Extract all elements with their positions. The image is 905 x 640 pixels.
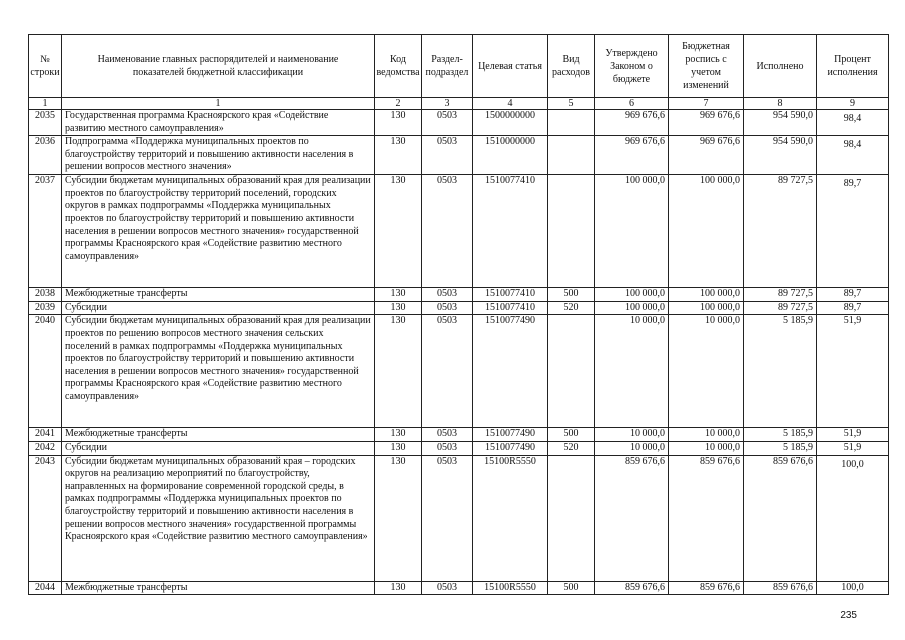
row-expense-type [548,175,595,288]
row-budget: 100 000,0 [669,288,744,302]
row-executed: 859 676,6 [744,455,817,581]
row-dept-code: 130 [375,581,422,595]
header-percent: Процент исполнения [817,35,889,98]
row-target: 1510077410 [473,301,548,315]
row-budget: 100 000,0 [669,175,744,288]
row-executed: 5 185,9 [744,441,817,455]
row-budget: 969 676,6 [669,136,744,175]
row-expense-type: 500 [548,581,595,595]
header-executed: Исполнено [744,35,817,98]
row-section: 0503 [422,455,473,581]
table-row [29,175,889,288]
row-dept-code: 130 [375,136,422,175]
row-dept-code: 130 [375,455,422,581]
row-name: Субсидии бюджетам муниципальных образований края – городских округов на реализацию мероприятий по благоустройству, направленных на формирование современной городской среды, в рамках подпрограммы «Поддержка муниципальных проектов по благоустройству территорий и повышению активности населения в решении вопросов местного значения» государственной программы Красноярского края «Содействие развитию местного самоуправления» [62,455,375,581]
table-row [29,110,889,136]
row-approved: 969 676,6 [595,136,669,175]
row-name: Межбюджетные трансферты [62,581,375,595]
row-dept-code: 130 [375,301,422,315]
row-dept-code: 130 [375,441,422,455]
row-expense-type: 500 [548,428,595,442]
row-number: 2043 [29,455,62,581]
row-budget: 10 000,0 [669,315,744,428]
table-row [29,136,889,175]
row-section: 0503 [422,301,473,315]
row-expense-type [548,315,595,428]
row-name: Межбюджетные трансферты [62,428,375,442]
column-number: 8 [744,98,817,110]
header-name: Наименование главных распорядителей и наименование показателей бюджетной классификации [62,35,375,98]
header-expense-type: Вид расходов [548,35,595,98]
table-row [29,288,889,302]
row-budget: 100 000,0 [669,301,744,315]
header-budget-list: Бюджетная роспись с учетом изменений [669,35,744,98]
row-target: 15100R5550 [473,581,548,595]
row-approved: 100 000,0 [595,288,669,302]
table-row [29,428,889,442]
row-target: 1510077490 [473,428,548,442]
row-percent-value: 98,4 [843,113,862,124]
row-number: 2036 [29,136,62,175]
column-numbers-row [29,98,889,110]
row-approved: 859 676,6 [595,455,669,581]
row-section: 0503 [422,288,473,302]
row-dept-code: 130 [375,175,422,288]
row-target: 1500000000 [473,110,548,136]
row-budget: 10 000,0 [669,428,744,442]
table-header-row [29,35,889,98]
row-dept-code: 130 [375,428,422,442]
row-expense-type [548,136,595,175]
row-executed: 89 727,5 [744,288,817,302]
column-number: 3 [422,98,473,110]
row-section: 0503 [422,315,473,428]
row-executed: 954 590,0 [744,136,817,175]
row-executed: 89 727,5 [744,175,817,288]
row-percent: 89,7 [817,301,889,315]
row-section: 0503 [422,441,473,455]
column-number: 5 [548,98,595,110]
row-percent: 51,9 [817,315,889,428]
row-percent: 100,0 [817,581,889,595]
row-executed: 5 185,9 [744,428,817,442]
row-expense-type: 500 [548,288,595,302]
row-target: 1510077490 [473,315,548,428]
row-executed: 859 676,6 [744,581,817,595]
row-section: 0503 [422,428,473,442]
row-number: 2035 [29,110,62,136]
table-row [29,455,889,581]
row-approved: 969 676,6 [595,110,669,136]
row-executed: 5 185,9 [744,315,817,428]
row-percent-value: 98,4 [843,139,862,151]
page-number: 235 [840,610,857,621]
row-name: Межбюджетные трансферты [62,288,375,302]
budget-table-sheet [28,34,888,595]
header-dept-code: Код ведомства [375,35,422,98]
row-approved: 10 000,0 [595,315,669,428]
column-number: 9 [817,98,889,110]
row-section: 0503 [422,136,473,175]
budget-execution-table [28,34,889,595]
row-number: 2039 [29,301,62,315]
row-budget: 859 676,6 [669,455,744,581]
row-target: 1510077490 [473,441,548,455]
row-name: Субсидии бюджетам муниципальных образований края для реализации проектов по решению вопросов местного значения сельских поселений в рамках подпрограммы «Поддержка муниципальных проектов по благоустройству территорий и повышению активности населения в решении вопросов местного значения» государственной программы Красноярского края «Содействие развитию местного самоуправления» [62,315,375,428]
table-row [29,301,889,315]
header-target: Целевая статья [473,35,548,98]
row-expense-type [548,455,595,581]
row-name: Государственная программа Красноярского края «Содействие развитию местного самоуправления» [62,110,375,136]
column-number: 2 [375,98,422,110]
row-number: 2042 [29,441,62,455]
column-number: 4 [473,98,548,110]
row-percent [817,175,889,288]
row-number: 2044 [29,581,62,595]
row-number: 2037 [29,175,62,288]
row-name: Подпрограмма «Поддержка муниципальных проектов по благоустройству территорий и повышению активности населения в решении вопросов местного значения» [62,136,375,175]
row-target: 1510077410 [473,175,548,288]
row-dept-code: 130 [375,110,422,136]
row-budget: 859 676,6 [669,581,744,595]
row-expense-type: 520 [548,301,595,315]
table-row [29,315,889,428]
row-dept-code: 130 [375,315,422,428]
row-target: 15100R5550 [473,455,548,581]
row-percent [817,455,889,581]
row-budget: 969 676,6 [669,110,744,136]
row-budget: 10 000,0 [669,441,744,455]
row-executed: 954 590,0 [744,110,817,136]
header-approved: Утверждено Законом о бюджете [595,35,669,98]
row-percent: 51,9 [817,441,889,455]
row-number: 2040 [29,315,62,428]
row-dept-code: 130 [375,288,422,302]
table-body [29,110,889,595]
header-row-no: № строки [29,35,62,98]
column-number: 6 [595,98,669,110]
row-section: 0503 [422,581,473,595]
row-target: 1510077410 [473,288,548,302]
row-section: 0503 [422,110,473,136]
header-section: Раздел-подраздел [422,35,473,98]
row-percent-value: 100,0 [841,458,864,470]
row-approved: 100 000,0 [595,175,669,288]
row-percent [817,110,889,136]
table-row [29,441,889,455]
row-approved: 859 676,6 [595,581,669,595]
row-number: 2041 [29,428,62,442]
row-expense-type [548,110,595,136]
row-percent [817,136,889,175]
row-name: Субсидии бюджетам муниципальных образований края для реализации проектов по благоустройству территорий поселений, городских округов в рамках подпрограммы «Поддержка муниципальных проектов по благоустройству территорий и повышению активности населения в решении вопросов местного значения» государственной программы Красноярского края «Содействие развитию местного самоуправления» [62,175,375,288]
row-expense-type: 520 [548,441,595,455]
row-number: 2038 [29,288,62,302]
column-number: 1 [62,98,375,110]
column-number: 7 [669,98,744,110]
row-approved: 100 000,0 [595,301,669,315]
row-target: 1510000000 [473,136,548,175]
row-name: Субсидии [62,301,375,315]
row-executed: 89 727,5 [744,301,817,315]
table-row [29,581,889,595]
row-approved: 10 000,0 [595,428,669,442]
row-name: Субсидии [62,441,375,455]
row-percent-value: 89,7 [843,178,862,190]
row-percent: 51,9 [817,428,889,442]
column-number: 1 [29,98,62,110]
row-section: 0503 [422,175,473,288]
row-approved: 10 000,0 [595,441,669,455]
row-percent: 89,7 [817,288,889,302]
